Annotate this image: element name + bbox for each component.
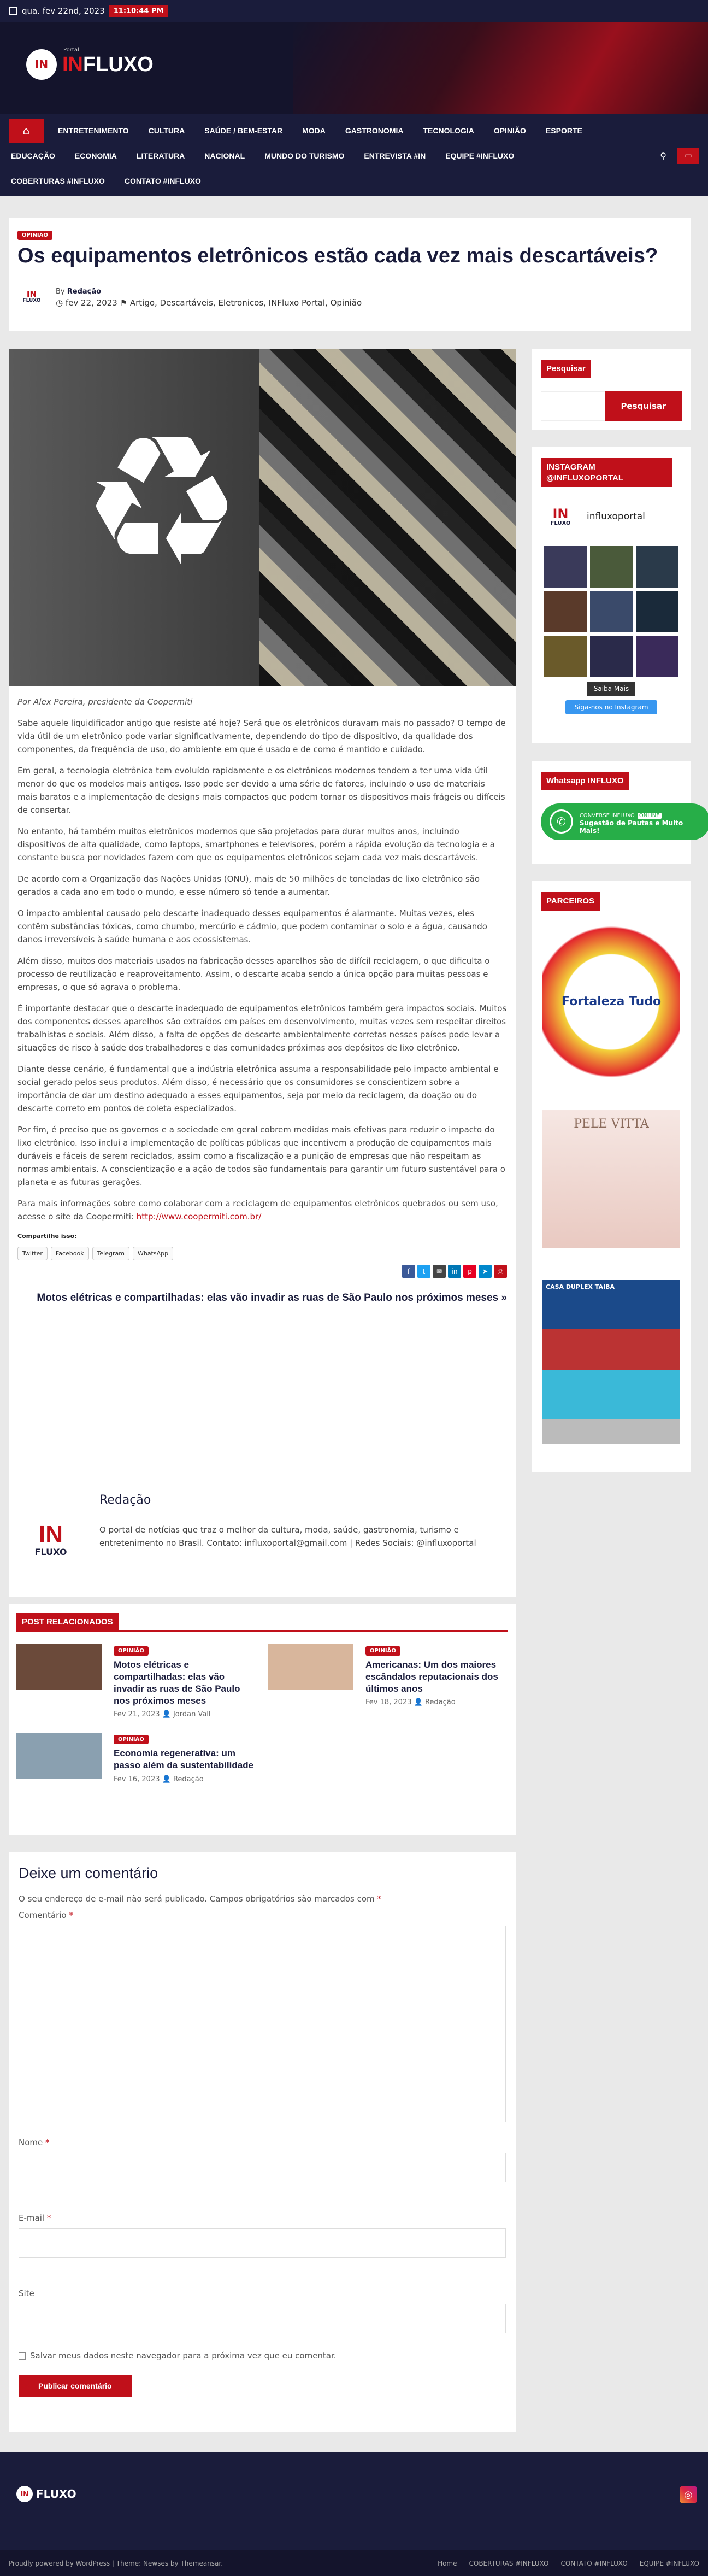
site-input[interactable] [19, 2304, 506, 2333]
save-data-label: Salvar meus dados neste navegador para a próxima vez que eu comentar. [30, 2351, 337, 2361]
article-paragraph: É importante destacar que o descarte inadequado de equipamentos eletrônicos também gera impactos sociais. Muitos dos componentes desses aparelhos são extraídos em países em desenvolvimento, muitas vezes sem respeitar direitos trabalhistas e sociais. Além disso, a falta de opções de descarte ambientalmente corretas nesses países pode levar a situações de risco à saúde dos trabalhadores e das comunidades próximas aos depósitos de lixo eletrônico. [17, 1004, 507, 1053]
telegram-icon[interactable]: ➤ [479, 1265, 492, 1278]
recycle-icon: ♻ [81, 397, 243, 607]
related-post[interactable] [16, 1644, 256, 1718]
search-widget [532, 349, 691, 430]
clock-icon: ◷ [56, 298, 63, 308]
nav-item[interactable]: NACIONAL [204, 151, 245, 160]
footer-link[interactable]: COBERTURAS #INFLUXO [469, 2559, 549, 2567]
instagram-avatar: IN FLUXO [550, 506, 571, 526]
current-time: 11:10:44 PM [109, 5, 168, 17]
footer-link[interactable]: CONTATO #INFLUXO [560, 2559, 628, 2567]
nav-item[interactable]: SAÚDE / BEM-ESTAR [204, 126, 283, 135]
save-data-checkbox-row [19, 2351, 506, 2361]
related-post-meta: Fev 16, 2023 👤 Redação [114, 1775, 204, 1783]
user-icon: 👤 [414, 1698, 423, 1707]
nav-item[interactable]: EQUIPE #INFLUXO [445, 151, 515, 160]
related-post-title[interactable]: Economia regenerativa: um passo além da sustentabilidade [114, 1748, 254, 1771]
nav-item[interactable]: MODA [302, 126, 326, 135]
related-post[interactable] [268, 1644, 508, 1718]
name-label: Nome * [19, 2138, 50, 2147]
sidebar-search-input[interactable] [541, 391, 605, 421]
logo-mark: IN [26, 49, 57, 80]
instagram-post[interactable] [590, 546, 633, 588]
whatsapp-widget [532, 761, 691, 864]
instagram-follow-button[interactable]: Siga-nos no Instagram [565, 700, 657, 714]
article-title: Os equipamentos eletrônicos estão cada vez mais descartáveis? [17, 244, 658, 267]
logo-wordmark: INFLUXO [62, 52, 154, 76]
instagram-post[interactable] [544, 636, 587, 677]
main-navigation [0, 114, 708, 196]
category-badge[interactable]: OPINIÃO [114, 1735, 149, 1744]
calendar-icon [9, 7, 17, 15]
email-label: E-mail * [19, 2213, 51, 2223]
coopermiti-link[interactable]: http://www.coopermiti.com.br/ [136, 1212, 262, 1222]
nav-item[interactable]: ENTRETENIMENTO [58, 126, 129, 135]
site-header [0, 22, 708, 114]
author-link[interactable]: Redação [67, 287, 102, 296]
related-post-title[interactable]: Motos elétricas e compartilhadas: elas vão invadir as ruas de São Paulo nos próximos meses [114, 1659, 240, 1706]
social-share-icons [17, 1265, 507, 1278]
partners-widget [532, 881, 691, 1472]
article-paragraph: O impacto ambiental causado pelo descarte inadequado desses equipamentos é alarmante. Muitas vezes, eles contêm substâncias tóxicas, como chumbo, mercúrio e cádmio, que podem contaminar o solo e a água, causando danos irreversíveis à saúde humana e aos ecossistemas. [17, 908, 487, 944]
instagram-feed [541, 546, 682, 677]
instagram-icon[interactable]: ◎ [680, 2486, 697, 2503]
footer-link[interactable]: Home [438, 2559, 457, 2567]
email-icon[interactable]: ✉ [433, 1265, 446, 1278]
logo-subtitle: Portal [63, 47, 79, 53]
related-thumbnail[interactable] [16, 1733, 102, 1779]
author-name[interactable]: Redação [99, 1493, 151, 1507]
name-input[interactable] [19, 2153, 506, 2182]
partner-ad-casa-duplex[interactable]: CASA DUPLEX TAIBA [542, 1280, 680, 1444]
article-content [9, 686, 516, 1316]
instagram-profile[interactable] [545, 501, 682, 532]
related-posts [9, 1604, 516, 1835]
nav-item[interactable]: COBERTURAS #INFLUXO [11, 177, 105, 185]
save-data-checkbox[interactable] [19, 2352, 26, 2360]
home-icon: ⌂ [22, 124, 30, 137]
article-paragraph: Sabe aquele liquidificador antigo que resiste até hoje? Será que os eletrônicos duravam mais no passado? O tempo de vida útil de um eletrônico pode variar significativamente, dependendo do tipo de dispositivo, da qualidade dos componentes, da frequência de uso, do ambiente em que é usado e de como é mantido e cuidado. [17, 718, 506, 754]
author-avatar[interactable]: IN FLUXO [22, 289, 41, 303]
category-badge[interactable]: OPINIÃO [114, 1646, 149, 1656]
search-icon[interactable]: ⚲ [660, 150, 666, 161]
instagram-post[interactable] [590, 636, 633, 677]
article-date[interactable]: fev 22, 2023 [65, 298, 117, 308]
header-background-art [293, 22, 708, 114]
related-post-title[interactable]: Americanas: Um dos maiores escândalos reputacionais dos últimos anos [365, 1659, 498, 1694]
instagram-post[interactable] [544, 546, 587, 588]
article-caption: Por Alex Pereira, presidente da Coopermiti [17, 697, 193, 707]
author-byline: By Redação [56, 287, 102, 296]
site-label: Site [19, 2289, 34, 2298]
tag-icon: ⚑ [120, 298, 128, 308]
whatsapp-button[interactable]: ✆ CONVERSE INFLUXO ONLINE Sugestão de Pautas e Muito Mais! [541, 803, 708, 840]
instagram-more-button[interactable]: Saiba Mais [587, 682, 635, 696]
article-body-card [9, 349, 516, 1513]
article-header [9, 218, 691, 331]
article-hero-image [9, 349, 516, 686]
comment-form [9, 1852, 516, 2432]
article-paragraph: Além disso, muitos dos materiais usados na fabricação desses aparelhos são de difícil reciclagem, o que dificulta o processo de reutilização e reaproveitamento. Assim, o descarte acaba sendo a única opção para muitas pessoas e empresas, o que só agrava o problema. [17, 956, 490, 992]
facebook-icon[interactable]: f [402, 1265, 415, 1278]
linkedin-icon[interactable]: in [448, 1265, 461, 1278]
article-closing: Para mais informações sobre como colaborar com a reciclagem de equipamentos eletrônicos quebrados ou sem uso, acesse o site da Coopermiti: http://www.coopermiti.com.br/ [17, 1199, 498, 1222]
whatsapp-icon: ✆ [550, 809, 573, 834]
tv-icon[interactable]: ▭ [677, 148, 699, 164]
twitter-icon[interactable]: t [417, 1265, 430, 1278]
nav-item[interactable]: GASTRONOMIA [345, 126, 404, 135]
article-paragraph: De acordo com a Organização das Nações Unidas (ONU), mais de 50 milhões de toneladas de lixo eletrônico são gerados a cada ano em todo o mundo, e esse número só tende a aumentar. [17, 874, 480, 897]
category-badge[interactable]: OPINIÃO [365, 1646, 400, 1656]
share-label: Compartilhe isso: [17, 1233, 77, 1240]
sidebar-search-button[interactable]: Pesquisar [605, 391, 682, 421]
nav-item[interactable]: CULTURA [148, 126, 185, 135]
partner-ad-pelevitta[interactable]: PELE VITTA [542, 1110, 680, 1248]
instagram-post[interactable] [544, 591, 587, 632]
section-divider [16, 1630, 508, 1632]
nav-item[interactable]: LITERATURA [136, 151, 185, 160]
electronic-waste-image [259, 349, 516, 686]
nav-item[interactable]: TECNOLOGIA [423, 126, 474, 135]
category-badge[interactable]: OPINIÃO [17, 231, 52, 240]
article-paragraph: Diante desse cenário, é fundamental que a indústria eletrônica assuma a responsabilidade pelo impacto ambiental e social gerado pelos seus produtos. Além disso, é necessário que os consumidores se conscientizem sobre a importância de dar um destino adequado a esses equipamentos, seja por meio da reciclagem, da doação ou do descarte correto em pontos de coleta especializados. [17, 1064, 499, 1113]
related-thumbnail[interactable] [16, 1644, 102, 1690]
footer [0, 2452, 708, 2550]
related-post-meta: Fev 21, 2023 👤 Jordan Vall [114, 1710, 211, 1719]
instagram-post[interactable] [636, 546, 678, 588]
pinterest-icon[interactable]: p [463, 1265, 476, 1278]
nav-item[interactable]: CONTATO #INFLUXO [124, 177, 201, 185]
nav-item[interactable]: OPINIÃO [493, 126, 526, 135]
author-logo[interactable]: IN FLUXO [34, 1521, 67, 1557]
footer-credits: Proudly powered by WordPress | Theme: Newses by Themeansar. [9, 2559, 223, 2567]
share-facebook-button[interactable]: Facebook [51, 1247, 89, 1261]
footer-bottom-bar [0, 2550, 708, 2576]
author-bio: O portal de notícias que traz o melhor da cultura, moda, saúde, gastronomia, turismo e entretenimento no Brasil. Contato: influxoportal@gmail.com | Redes Sociais: @influxoportal [99, 1525, 476, 1548]
author-box [9, 1480, 516, 1597]
email-input[interactable] [19, 2228, 506, 2258]
next-post-link[interactable]: Motos elétricas e compartilhadas: elas vão invadir as ruas de São Paulo nos próximos meses » [37, 1292, 507, 1304]
date-display [9, 5, 168, 17]
partner-ad-fortaleza[interactable]: Fortaleza Tudo [542, 923, 680, 1081]
article-info [56, 298, 362, 308]
share-buttons [17, 1247, 507, 1261]
current-date: qua. fev 22nd, 2023 [22, 6, 105, 16]
related-thumbnail[interactable] [268, 1644, 353, 1690]
widget-title: PARCEIROS [541, 892, 600, 911]
related-post-meta: Fev 18, 2023 👤 Redação [365, 1698, 456, 1707]
article-meta [17, 283, 682, 311]
site-logo[interactable] [26, 49, 154, 80]
user-icon: 👤 [162, 1710, 171, 1719]
instagram-post[interactable] [636, 636, 678, 677]
comment-title: Deixe um comentário [19, 1865, 158, 1881]
submit-comment-button[interactable]: Publicar comentário [19, 2375, 132, 2397]
share-whatsapp-button[interactable]: WhatsApp [133, 1247, 173, 1261]
home-button[interactable] [9, 119, 44, 143]
footer-logo[interactable]: IN FLUXO [16, 2486, 76, 2502]
share-telegram-button[interactable]: Telegram [92, 1247, 129, 1261]
widget-title: INSTAGRAM @INFLUXOPORTAL [541, 458, 672, 487]
share-twitter-button[interactable]: Twitter [17, 1247, 48, 1261]
article-paragraph: Por fim, é preciso que os governos e a sociedade em geral cobrem medidas mais efetivas para reduzir o impacto do lixo eletrônico. Isso inclui a implementação de políticas públicas que incentivem a produção de equipamentos mais duráveis e fáceis de serem reciclados, assim como a fiscalização e a punição de empresas que não respeitam as normas ambientais. A conscientização e a ação de todos são fundamentais para garantir um futuro sustentável para o planeta e as futuras gerações. [17, 1125, 505, 1187]
instagram-username: influxoportal [587, 511, 645, 522]
article-paragraph: Em geral, a tecnologia eletrônica tem evoluído rapidamente e os eletrônicos modernos tendem a ter uma vida útil menor do que os modelos mais antigos. Isso pode ser devido a uma série de fatores, incluindo o uso de materiais mais baratos e a implementação de designs mais compactos que podem tornar os dispositivos mais frágeis ou difíceis de consertar. [17, 766, 505, 815]
related-post[interactable] [16, 1733, 256, 1783]
nav-item[interactable]: ENTREVISTA #IN [364, 151, 426, 160]
nav-item[interactable]: EDUCAÇÃO [11, 151, 55, 160]
nav-item[interactable]: ECONOMIA [74, 151, 117, 160]
comment-textarea[interactable] [19, 1926, 506, 2122]
top-bar [0, 0, 708, 22]
widget-title: Whatsapp INFLUXO [541, 772, 629, 790]
footer-link[interactable]: EQUIPE #INFLUXO [639, 2559, 699, 2567]
nav-item[interactable]: ESPORTE [545, 126, 582, 135]
instagram-post[interactable] [590, 591, 633, 632]
user-icon: 👤 [162, 1775, 171, 1783]
comment-note: O seu endereço de e-mail não será publicado. Campos obrigatórios são marcados com * [19, 1894, 381, 1904]
nav-item[interactable]: MUNDO DO TURISMO [264, 151, 345, 160]
instagram-widget [532, 447, 691, 743]
related-title: POST RELACIONADOS [16, 1613, 119, 1630]
print-icon[interactable]: ⎙ [494, 1265, 507, 1278]
article-tags[interactable]: Artigo, Descartáveis, Eletronicos, INFluxo Portal, Opinião [129, 298, 362, 308]
article-paragraph: No entanto, há também muitos eletrônicos modernos que são projetados para durar muitos anos, incluindo dispositivos de alta qualidade, como laptops, smartphones e televisores, porém a rápida evolução da tecnologia e a constante busca por novidades fazem com que os equipamentos eletrônicos sejam cada vez mais descartáveis. [17, 826, 495, 862]
instagram-post[interactable] [636, 591, 678, 632]
widget-title: Pesquisar [541, 360, 591, 378]
comment-label: Comentário * [19, 1910, 73, 1920]
